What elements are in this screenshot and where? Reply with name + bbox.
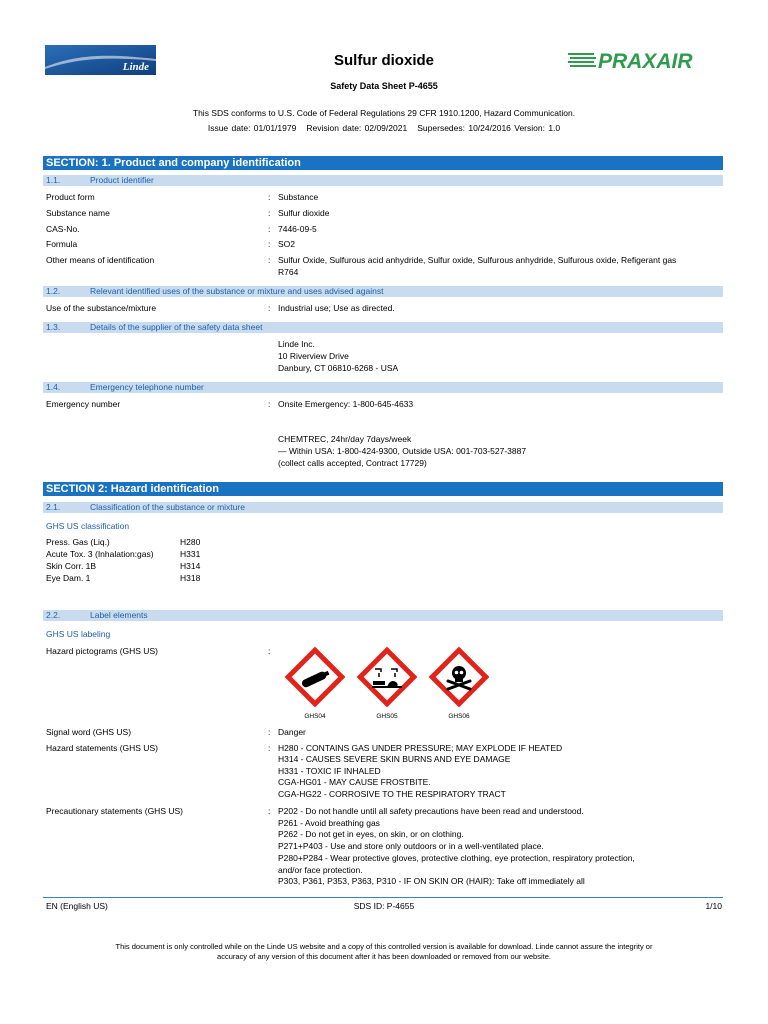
ghs06-skull-icon [427,645,491,709]
use-label: Use of the substance/mixture [46,303,157,313]
colon: : [268,239,271,249]
conformance-statement: This SDS conforms to U.S. Code of Federal Regulations 29 CFR 1910.1200, Hazard Communication. [192,108,576,118]
subsection-number: 1.4. [46,382,61,392]
footer-language: EN (English US) [46,901,108,911]
precautionary-statement: P262 - Do not get in eyes, on skin, or on clothing. [278,829,464,839]
supplier-line: Danbury, CT 06810-6268 - USA [278,363,399,373]
subsection-number: 1.1. [46,175,61,185]
classification-name: Skin Corr. 1B [46,561,97,571]
row-value: 7446-09-5 [278,224,317,234]
precautionary-statements-label: Precautionary statements (GHS US) [46,806,183,816]
colon: : [268,399,271,409]
section-2-header: SECTION 2: Hazard identification [43,482,723,496]
classification-code: H280 [180,537,201,547]
colon: : [268,806,271,816]
classification-code: H318 [180,573,201,583]
subsection-number: 1.2. [46,286,61,296]
row-label: Formula [46,239,78,249]
signal-word-label: Signal word (GHS US) [46,727,132,737]
document-subtitle: Safety Data Sheet P-4655 [330,81,438,91]
hazard-statement: CGA-HG01 - MAY CAUSE FROSTBITE. [278,777,431,787]
subsection-title: Relevant identified uses of the substance or mixture and uses advised against [90,286,384,296]
row-label: Product form [46,192,95,202]
subsection-2-2-header [43,610,723,621]
classification-name: Eye Dam. 1 [46,573,91,583]
hazard-statements-label: Hazard statements (GHS US) [46,743,158,753]
subsection-1-4-header [43,382,723,393]
hazard-statement: H280 - CONTAINS GAS UNDER PRESSURE; MAY EXPLODE IF HEATED [278,743,563,753]
row-value: Sulfur Oxide, Sulfurous acid anhydride, Sulfur oxide, Sulfurous anhydride, Sulfurous oxide, Refigerant gas R764 [278,255,677,277]
document-title: Sulfur dioxide [333,52,434,69]
hazard-statement: H331 - TOXIC IF INHALED [278,766,381,776]
use-value: Industrial use; Use as directed. [278,303,395,313]
signal-word-value: Danger [278,727,306,737]
subsection-title: Label elements [90,610,148,620]
colon: : [268,192,271,202]
row-label: Other means of identification [46,255,155,265]
colon: : [268,743,271,753]
footer-disclaimer [40,942,728,962]
colon: : [268,224,271,234]
disclaimer-line: This document is only controlled while on the Linde US website and a copy of this controlled version is available for download. Linde cannot assure the integrity or [115,942,653,951]
subsection-1-3-header [43,322,723,333]
precautionary-statement: P303, P361, P353, P363, P310 - IF ON SKIN OR (HAIR): Take off immediately all [278,876,585,886]
colon: : [268,646,271,656]
subsection-title: Details of the supplier of the safety data sheet [90,322,263,332]
row-value: SO2 [278,239,296,249]
footer-sds-id: SDS ID: P-4655 [353,901,415,911]
classification-code: H331 [180,549,201,559]
chemtrec-line: CHEMTREC, 24hr/day 7days/week [278,434,412,444]
precautionary-statement: P261 - Avoid breathing gas [278,818,380,828]
subsection-number: 1.3. [46,322,61,332]
issue-dates: Issue date: 01/01/1979 Revision date: 02/09/2021 Supersedes: 10/24/2016 Version: 1.0 [207,123,561,133]
pictogram-label: GHS06 [448,713,470,720]
pictogram-label: GHS04 [304,713,326,720]
subsection-2-1-header [43,502,723,513]
supplier-line: Linde Inc. [278,339,315,349]
ghs-labeling-heading: GHS US labeling [46,629,111,639]
supplier-line: 10 Riverview Drive [278,351,349,361]
classification-name: Acute Tox. 3 (Inhalation:gas) [46,549,154,559]
subsection-title: Emergency telephone number [90,382,204,392]
row-label: CAS-No. [46,224,80,234]
pictograms-label: Hazard pictograms (GHS US) [46,646,158,656]
pictogram-label: GHS05 [376,713,398,720]
subsection-1-1-header [43,175,723,186]
row-label: Substance name [46,208,110,218]
precautionary-statement: P280+P284 - Wear protective gloves, protective clothing, eye protection, respiratory protection, [278,853,635,863]
colon: : [268,208,271,218]
row-value: Sulfur dioxide [278,208,330,218]
emergency-label: Emergency number [46,399,121,409]
colon: : [268,727,271,737]
emergency-value: Onsite Emergency: 1-800-645-4633 [278,399,414,409]
ghs-classification-heading: GHS US classification [46,521,130,531]
precautionary-statement: P202 - Do not handle until all safety precautions have been read and understood. [278,806,584,816]
classification-code: H314 [180,561,201,571]
row-value: Substance [278,192,319,202]
subsection-number: 2.2. [46,610,61,620]
chemtrec-line: — Within USA: 1-800-424-9300, Outside USA: 001-703-527-3887 [278,446,527,456]
hazard-statement: H314 - CAUSES SEVERE SKIN BURNS AND EYE DAMAGE [278,754,511,764]
precautionary-statement: P271+P403 - Use and store only outdoors or in a well-ventilated place. [278,841,544,851]
footer-divider [43,897,723,898]
subsection-number: 2.1. [46,502,61,512]
subsection-1-2-header [43,286,723,297]
subsection-title: Classification of the substance or mixture [90,502,245,512]
hazard-statement: CGA-HG22 - CORROSIVE TO THE RESPIRATORY TRACT [278,789,506,799]
ghs04-gas-cylinder-icon [283,645,347,709]
disclaimer-line: accuracy of any version of this document after it has been downloaded or removed from our website. [217,952,551,961]
colon: : [268,255,271,265]
svg-text:Linde: Linde [122,61,149,73]
classification-name: Press. Gas (Liq.) [46,537,110,547]
svg-text:PRAXAIR: PRAXAIR [598,50,693,73]
section-1-header: SECTION: 1. Product and company identification [43,156,723,170]
precautionary-statement: and/or face protection. [278,865,363,875]
chemtrec-line: (collect calls accepted, Contract 17729) [278,458,427,468]
subsection-title: Product identifier [90,175,154,185]
ghs05-corrosion-icon [355,645,419,709]
footer-page-number: 1/10 [705,901,722,911]
colon: : [268,303,271,313]
